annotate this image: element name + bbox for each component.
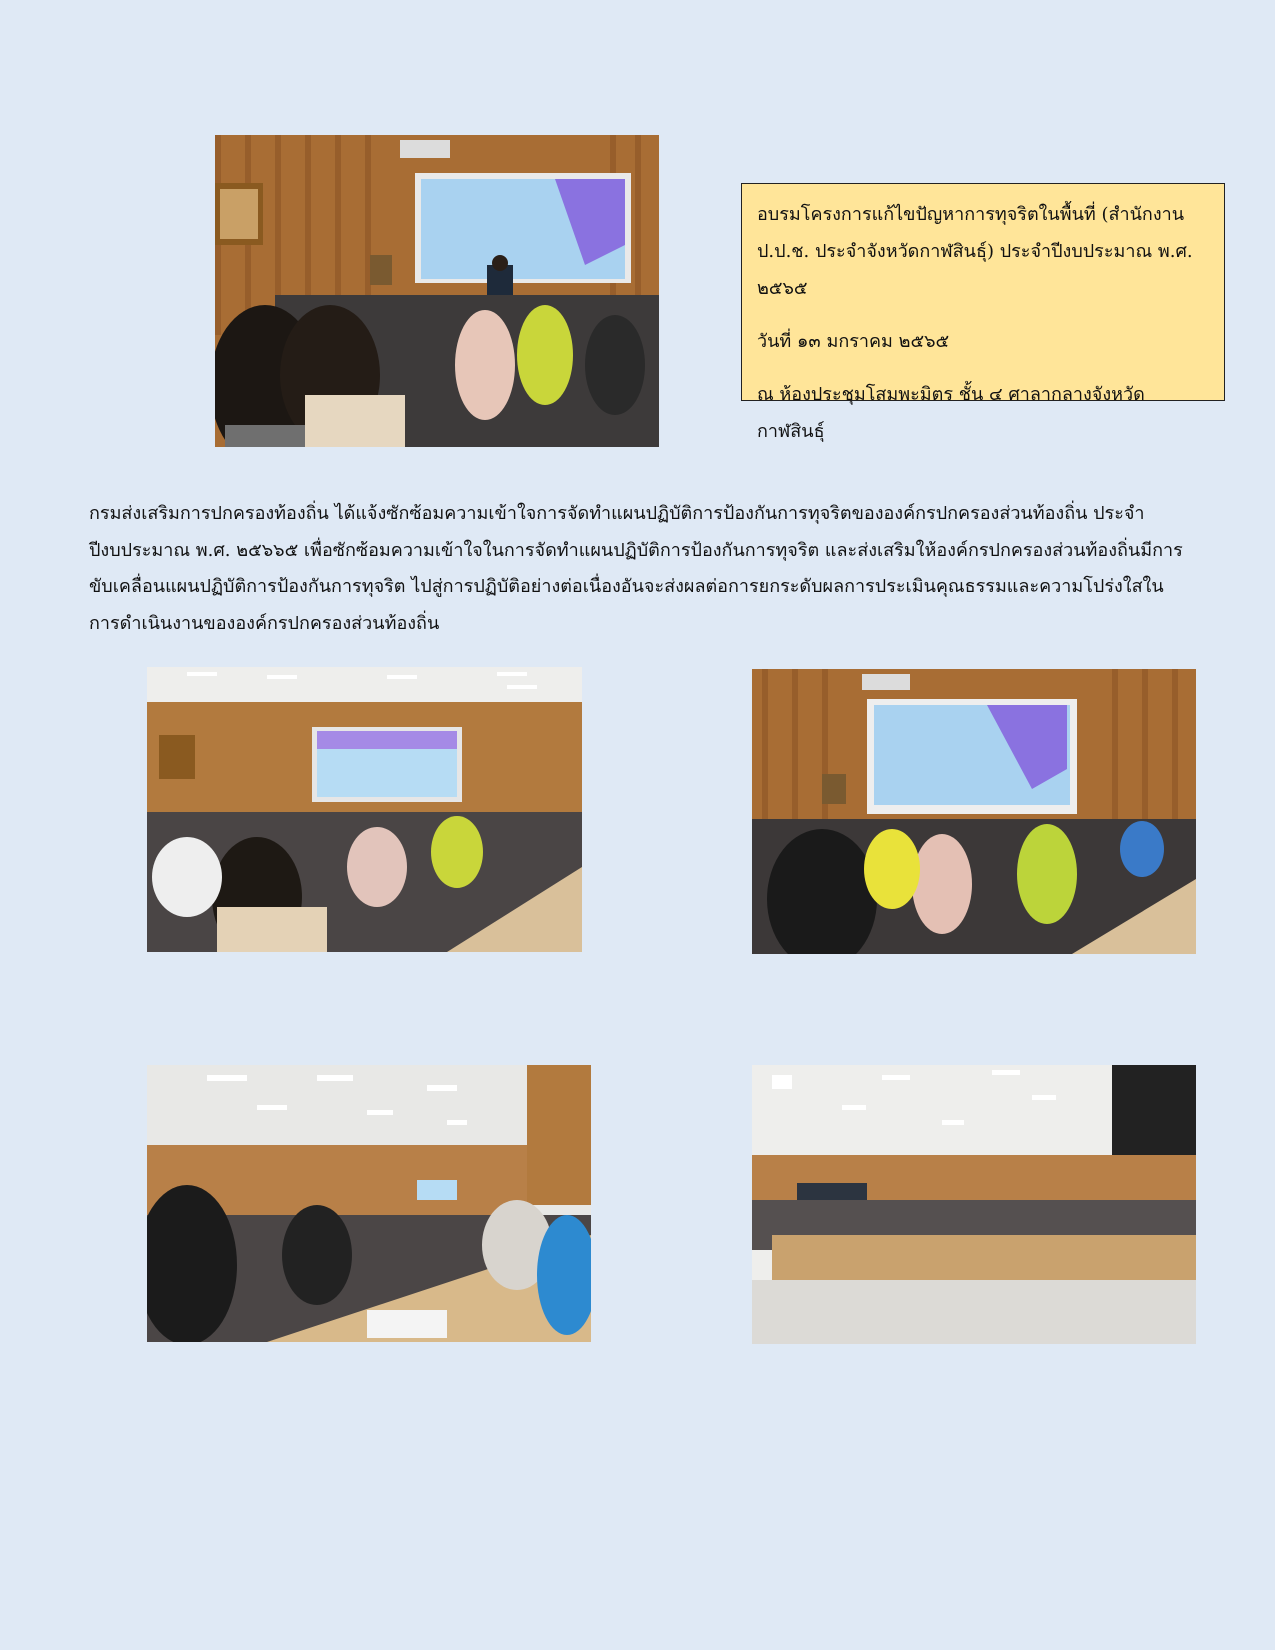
event-date: วันที่ ๑๓ มกราคม ๒๕๖๕ (757, 331, 950, 352)
event-location: ณ ห้องประชุมโสมพะมิตร ชั้น ๔ ศาลากลางจังหวัดกาฬสินธุ์ (757, 384, 1145, 442)
photo-meeting-room-right (752, 669, 1196, 954)
photo-hall-attendees-left (147, 1065, 591, 1342)
event-title: อบรมโครงการแก้ไขปัญหาการทุจริตในพื้นที่ (สำนักงาน ป.ป.ช. ประจำจังหวัดกาฬสินธุ์) ประจำปีงบประมาณ พ.ศ. ๒๕๖๕ (757, 204, 1193, 299)
photo-meeting-room-left (147, 667, 582, 952)
body-paragraph: กรมส่งเสริมการปกครองท้องถิ่น ได้แจ้งซักซ้อมความเข้าใจการจัดทำแผนปฏิบัติการป้องกันการทุจริตขององค์กรปกครองส่วนท้องถิ่น ประจำปีงบประมาณ พ.ศ. ๒๕๖๖๕ เพื่อซักซ้อมความเข้าใจในการจัดทำแผนปฏิบัติการป้องกันการทุจริต และส่งเสริมให้องค์กรปกครองส่วนท้องถิ่นมีการขับเคลื่อนแผนปฏิบัติการป้องกันการทุจริต ไปสู่การปฏิบัติอย่างต่อเนื่องอันจะส่งผลต่อการยกระดับผลการประเมินคุณธรรมและความโปร่งใสในการดำเนินงานขององค์กรปกครองส่วนท้องถิ่น (89, 503, 1183, 634)
photo-meeting-speaker (215, 135, 659, 447)
event-info-box (741, 183, 1225, 442)
photo-hall-attendees-right (752, 1065, 1196, 1344)
